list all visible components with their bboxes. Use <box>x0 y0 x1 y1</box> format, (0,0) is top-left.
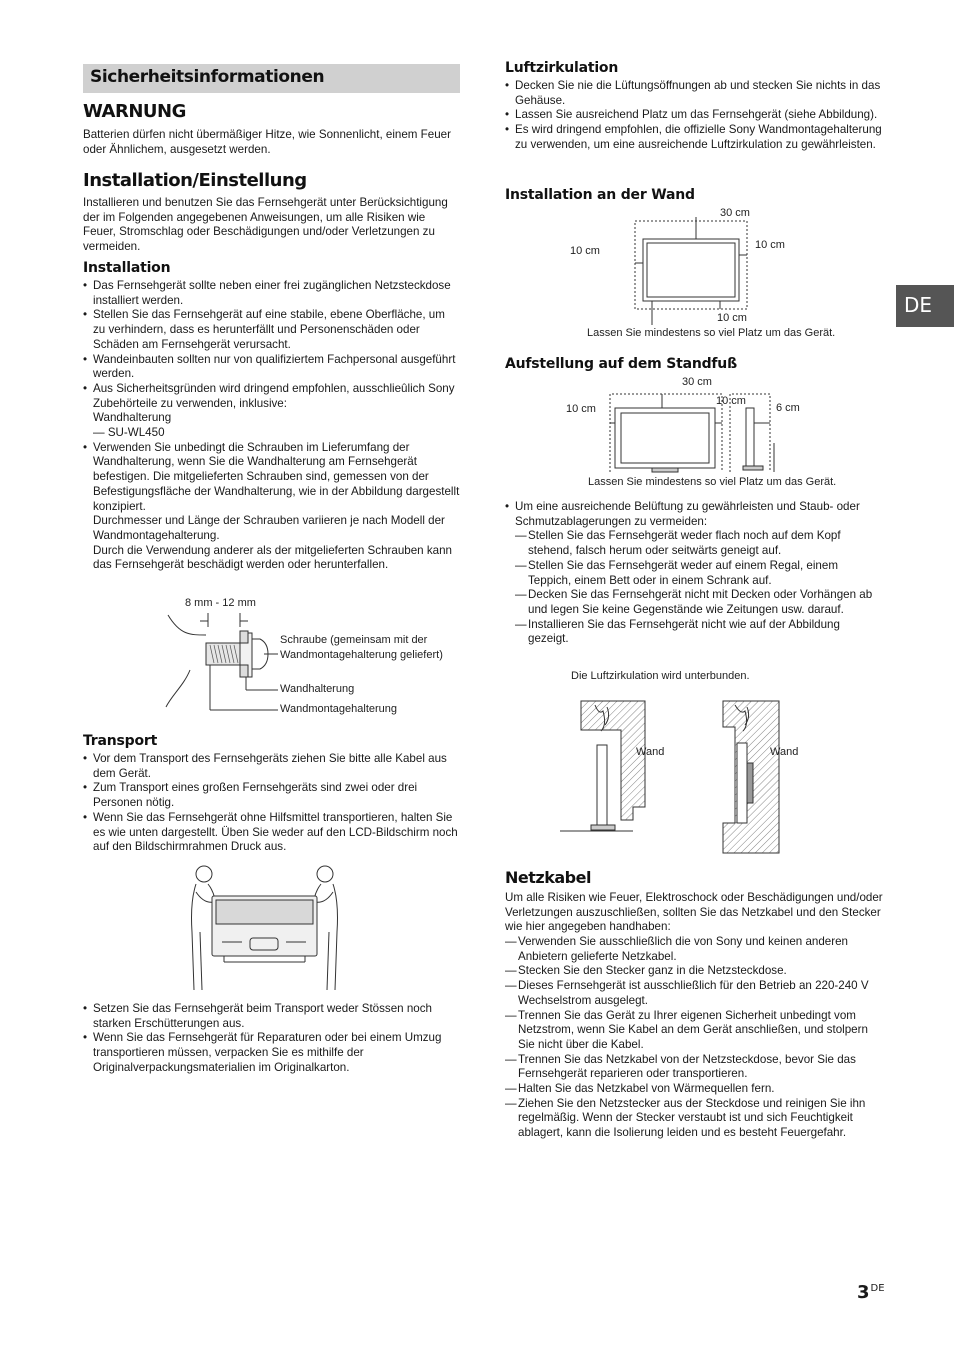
stand-top-label: 30 cm <box>682 376 712 388</box>
stand-caption: Lassen Sie mindestens so viel Platz um das Gerät. <box>588 476 837 488</box>
stand-left-label: 10 cm <box>566 403 596 415</box>
wall-installation-title: Installation an der Wand <box>505 187 695 203</box>
wall-top-label: 30 cm <box>720 207 750 219</box>
wall-label-2: Wand <box>770 746 799 758</box>
section-title-bar <box>83 64 460 93</box>
list-item: • Aus Sicherheitsgründen wird dringend empfohlen, ausschlieûlich Sony Zubehörteile zu verwenden, inklusive: Wandhalterung — SU-WL450 <box>83 382 460 441</box>
list-item: • Stellen Sie das Fernsehgerät auf eine stabile, ebene Oberfläche, um zu verhindern, dass es herunterfällt und Personenschäden oder Schäden am Fernsehgerät verursacht. <box>83 308 460 352</box>
list-item: — Dieses Fernsehgerät ist ausschließlich für den Betrieb an 220-240 V Wechselstrom ausgelegt. <box>505 979 883 1008</box>
stand-side-label: 6 cm <box>776 402 800 414</box>
warnung-text: Batterien dürfen nicht übermäßiger Hitze, wie Sonnenlicht, einem Feuer oder Ähnlichem, ausgesetzt werden. <box>83 128 451 156</box>
list-item: • Wandeinbauten sollten nur von qualifiziertem Fachpersonal ausgeführt werden. <box>83 353 460 382</box>
language-tab-label: DE <box>904 293 933 317</box>
page-number <box>857 1282 885 1303</box>
mount-label: Wandmontagehalterung <box>280 703 398 715</box>
list-item: • Es wird dringend empfohlen, die offizielle Sony Wandmontagehalterung zu verwenden, um eine ausreichende Luftzirkulation zu gewährleisten. <box>505 123 883 152</box>
transport-list-2 <box>83 1002 460 1076</box>
list-item: • Das Fernsehgerät sollte neben einer frei zugänglichen Netzsteckdose installiert werden. <box>83 279 460 308</box>
blocked-airflow-diagram <box>555 685 795 855</box>
ventilation-sublist <box>515 529 883 647</box>
stand-clearance-diagram <box>560 378 800 478</box>
list-item: — Trennen Sie das Gerät zu Ihrer eigenen Sicherheit unbedingt vom Netzstrom, wenn Sie Kabel an dem Gerät anschließen, und stolpern Sie nicht über die Kabel. <box>505 1009 883 1053</box>
list-item: • Wenn Sie das Fernsehgerät für Reparaturen oder bei einem Umzug transportieren müssen, verpacken Sie es mithilfe der Originalverpackungsmaterialien im Originalkarton. <box>83 1031 460 1075</box>
page-number-suffix: DE <box>870 1283 885 1294</box>
list-item: — Verwenden Sie ausschließlich die von Sony und keinen anderen Anbietern gelieferte Netzkabel. <box>505 935 883 964</box>
list-item: • Wenn Sie das Fernsehgerät ohne Hilfsmittel transportieren, halten Sie es wie unten dargestellt. Üben Sie weder auf den LCD-Bildschirm noch auf den Bildschirmrahmen Druck aus. <box>83 811 460 855</box>
installation-intro: Installieren und benutzen Sie das Fernsehgerät unter Berücksichtigung der im Folgenden angegebenen Anweisungen, um alle Risiken wie Feuer, Stromschlag oder Beschädigungen und/oder Verletzungen zu vermeiden. <box>83 196 448 254</box>
bracket-label: Wandhalterung <box>280 683 355 695</box>
wall-label-1: Wand <box>636 746 665 758</box>
installation-title: Installation <box>83 260 171 276</box>
stand-right-label: 10 cm <box>716 395 746 407</box>
wall-right-label: 10 cm <box>755 239 785 251</box>
list-item: • Setzen Sie das Fernsehgerät beim Transport weder Stössen noch starken Erschütterungen aus. <box>83 1002 460 1031</box>
installation-einstellung-title: Installation/Einstellung <box>83 170 307 191</box>
list-item: • Lassen Sie ausreichend Platz um das Fernsehgerät (siehe Abbildung). <box>505 108 883 123</box>
luftzirkulation-list <box>505 79 883 153</box>
list-item: — Installieren Sie das Fernsehgerät nicht wie auf der Abbildung gezeigt. <box>515 618 883 647</box>
transport-list <box>83 752 460 855</box>
netzkabel-title: Netzkabel <box>505 868 591 887</box>
stand-title: Aufstellung auf dem Standfuß <box>505 356 737 372</box>
page-number-value: 3 <box>857 1282 870 1303</box>
ventilation-list <box>505 500 883 647</box>
wall-left-label: 10 cm <box>570 245 600 257</box>
section-title: Sicherheitsinformationen <box>90 67 325 87</box>
wall-clearance-diagram <box>560 205 800 325</box>
installation-list <box>83 279 460 573</box>
list-item: — Stellen Sie das Fernsehgerät weder flach noch auf dem Kopf stehend, falsch herum oder seitwärts geneigt auf. <box>515 529 883 558</box>
ventilation-intro: Um eine ausreichende Belüftung zu gewährleisten und Staub- oder Schmutzablagerungen zu vermeiden: <box>515 500 860 528</box>
wall-bottom-label: 10 cm <box>717 312 747 324</box>
list-item: • Decken Sie nie die Lüftungsöffnungen ab und stecken Sie nichts in das Gehäuse. <box>505 79 883 108</box>
blocked-airflow-caption: Die Luftzirkulation wird unterbunden. <box>571 670 750 682</box>
list-item: — Stellen Sie das Fernsehgerät weder auf einem Regal, einem Teppich, einem Bett oder in einem Schrank auf. <box>515 559 883 588</box>
list-item: — Trennen Sie das Netzkabel von der Netzsteckdose, bevor Sie das Fernsehgerät reparieren oder transportieren. <box>505 1053 883 1082</box>
carrying-tv-illustration <box>182 862 347 992</box>
list-item: — Halten Sie das Netzkabel von Wärmequellen fern. <box>505 1082 883 1097</box>
warnung-title: WARNUNG <box>83 101 186 122</box>
language-tab <box>896 285 954 327</box>
list-item <box>505 500 883 647</box>
netzkabel-list <box>505 935 883 1141</box>
list-item: • Vor dem Transport des Fernsehgeräts ziehen Sie bitte alle Kabel aus dem Gerät. <box>83 752 460 781</box>
list-item: — Stecken Sie den Stecker ganz in die Netzsteckdose. <box>505 964 883 979</box>
list-item: • Zum Transport eines großen Fernsehgeräts sind zwei oder drei Personen nötig. <box>83 781 460 810</box>
list-item: • Verwenden Sie unbedingt die Schrauben im Lieferumfang der Wandhalterung, wenn Sie die Wandhalterung am Fernsehgerät befestigen. Die mitgelieferten Schrauben sind, gemessen von der Befestigungsfläche der Wandhalterung, wie in der Abbildung dargestellt konzipiert. Durchmesser und Länge der Schrauben variieren je nach Modell der Wandmontagehalterung. Durch die Verwendung anderer als der mitgelieferten Schrauben kann das Fernsehgerät beschädigt werden oder herunterfallen. <box>83 441 460 573</box>
wall-caption: Lassen Sie mindestens so viel Platz um das Gerät. <box>587 327 836 339</box>
screw-dimension-label: 8 mm - 12 mm <box>185 597 256 609</box>
transport-title: Transport <box>83 733 158 749</box>
list-item: — Ziehen Sie den Netzstecker aus der Steckdose und reinigen Sie ihn regelmäßig. Wenn der Stecker verstaubt ist und sich Feuchtigkeit ablagert, kann die Isolierung leiden und es besteht Feuergefahr. <box>505 1097 883 1141</box>
luftzirkulation-title: Luftzirkulation <box>505 60 619 76</box>
list-item: — Decken Sie das Fernsehgerät nicht mit Decken oder Vorhängen ab und legen Sie keine Gegenstände wie Zeitungen usw. darauf. <box>515 588 883 617</box>
screw-label: Schraube (gemeinsam mit der Wandmontagehalterung geliefert) <box>280 634 443 661</box>
netzkabel-intro: Um alle Risiken wie Feuer, Elektroschock oder Beschädigungen und/oder Verletzungen auszuschließen, sollten Sie das Netzkabel und den Stecker wie hier angegeben handhaben: <box>505 891 883 934</box>
